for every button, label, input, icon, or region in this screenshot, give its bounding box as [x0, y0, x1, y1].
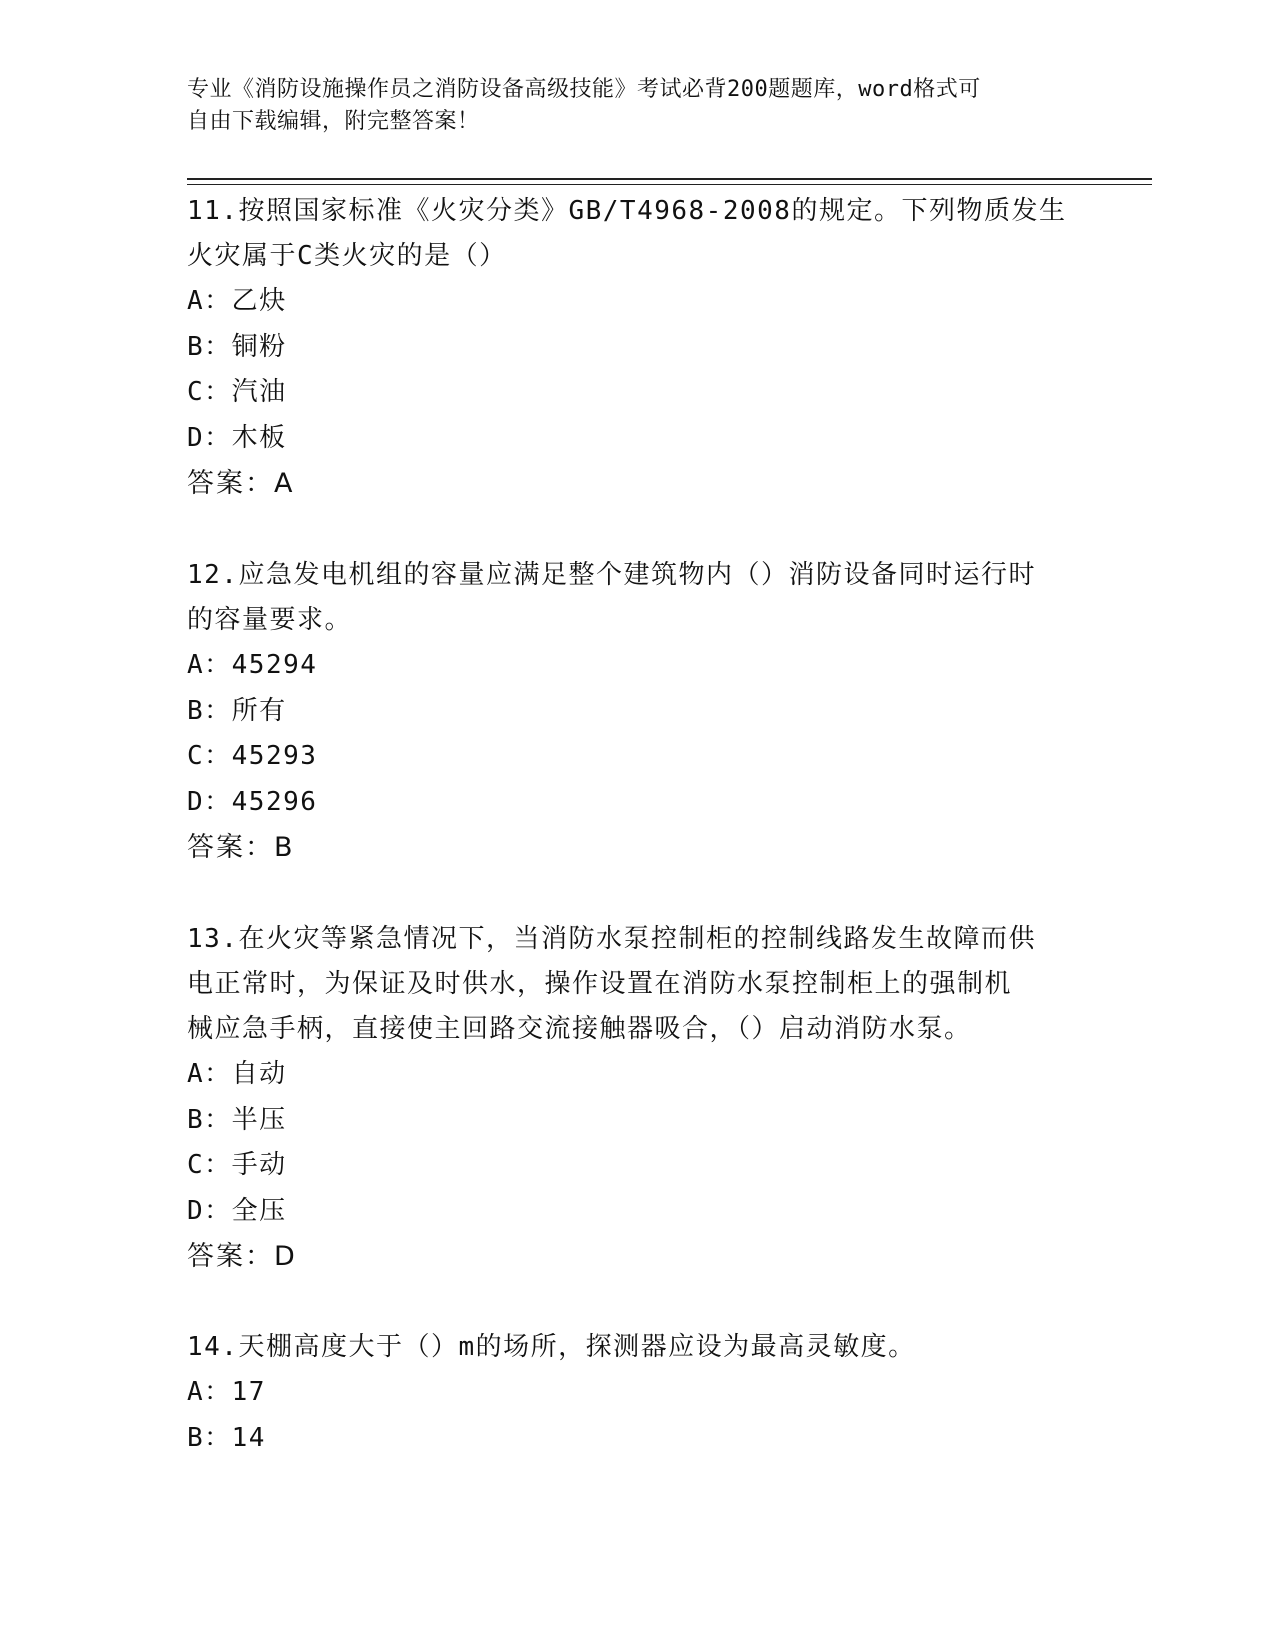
document-header: [187, 74, 1087, 138]
option-d: D：木板: [187, 422, 287, 453]
option-c: C：45293: [187, 741, 318, 771]
question-11: [187, 189, 1087, 506]
option-a: A：17: [187, 1377, 266, 1407]
option-d: D：全压: [187, 1195, 287, 1226]
question-stem-line: 火灾属于C类火灾的是（）: [187, 241, 507, 271]
question-stem-line: 械应急手柄，直接使主回路交流接触器吸合，（）启动消防水泵。: [187, 1014, 972, 1044]
answer-line: 答案：A: [187, 468, 295, 499]
header-line-1: 专业《消防设施操作员之消防设备高级技能》考试必背200题题库，word格式可: [187, 77, 981, 102]
question-14: [187, 1325, 1087, 1461]
question-stem-line: 电正常时，为保证及时供水，操作设置在消防水泵控制柜上的强制机: [187, 969, 1013, 999]
option-a: A：乙炔: [187, 286, 287, 316]
question-12: [187, 553, 1087, 870]
option-b: B：铜粉: [187, 331, 287, 362]
question-stem-line: 14.天棚高度大于（）m的场所，探测器应设为最高灵敏度。: [187, 1332, 916, 1362]
option-b: B：所有: [187, 695, 287, 726]
question-stem-line: 12.应急发电机组的容量应满足整个建筑物内（）消防设备同时运行时: [187, 560, 1036, 590]
header-line-2: 自由下载编辑，附完整答案！: [187, 109, 480, 134]
option-a: A：45294: [187, 650, 318, 680]
header-divider-thin: [187, 184, 1152, 185]
option-a: A：自动: [187, 1059, 287, 1089]
header-divider-thick: [187, 178, 1152, 180]
question-stem-line: 13.在火灾等紧急情况下，当消防水泵控制柜的控制线路发生故障而供: [187, 924, 1036, 954]
answer-line: 答案：D: [187, 1241, 297, 1272]
question-stem-line: 11.按照国家标准《火灾分类》GB/T4968-2008的规定。下列物质发生: [187, 196, 1067, 226]
option-b: B：14: [187, 1422, 266, 1453]
question-stem-line: 的容量要求。: [187, 605, 353, 635]
option-c: C：汽油: [187, 377, 287, 407]
option-c: C：手动: [187, 1150, 287, 1180]
question-13: [187, 917, 1087, 1279]
option-d: D：45296: [187, 786, 318, 817]
answer-line: 答案：B: [187, 832, 295, 863]
option-b: B：半压: [187, 1104, 287, 1135]
